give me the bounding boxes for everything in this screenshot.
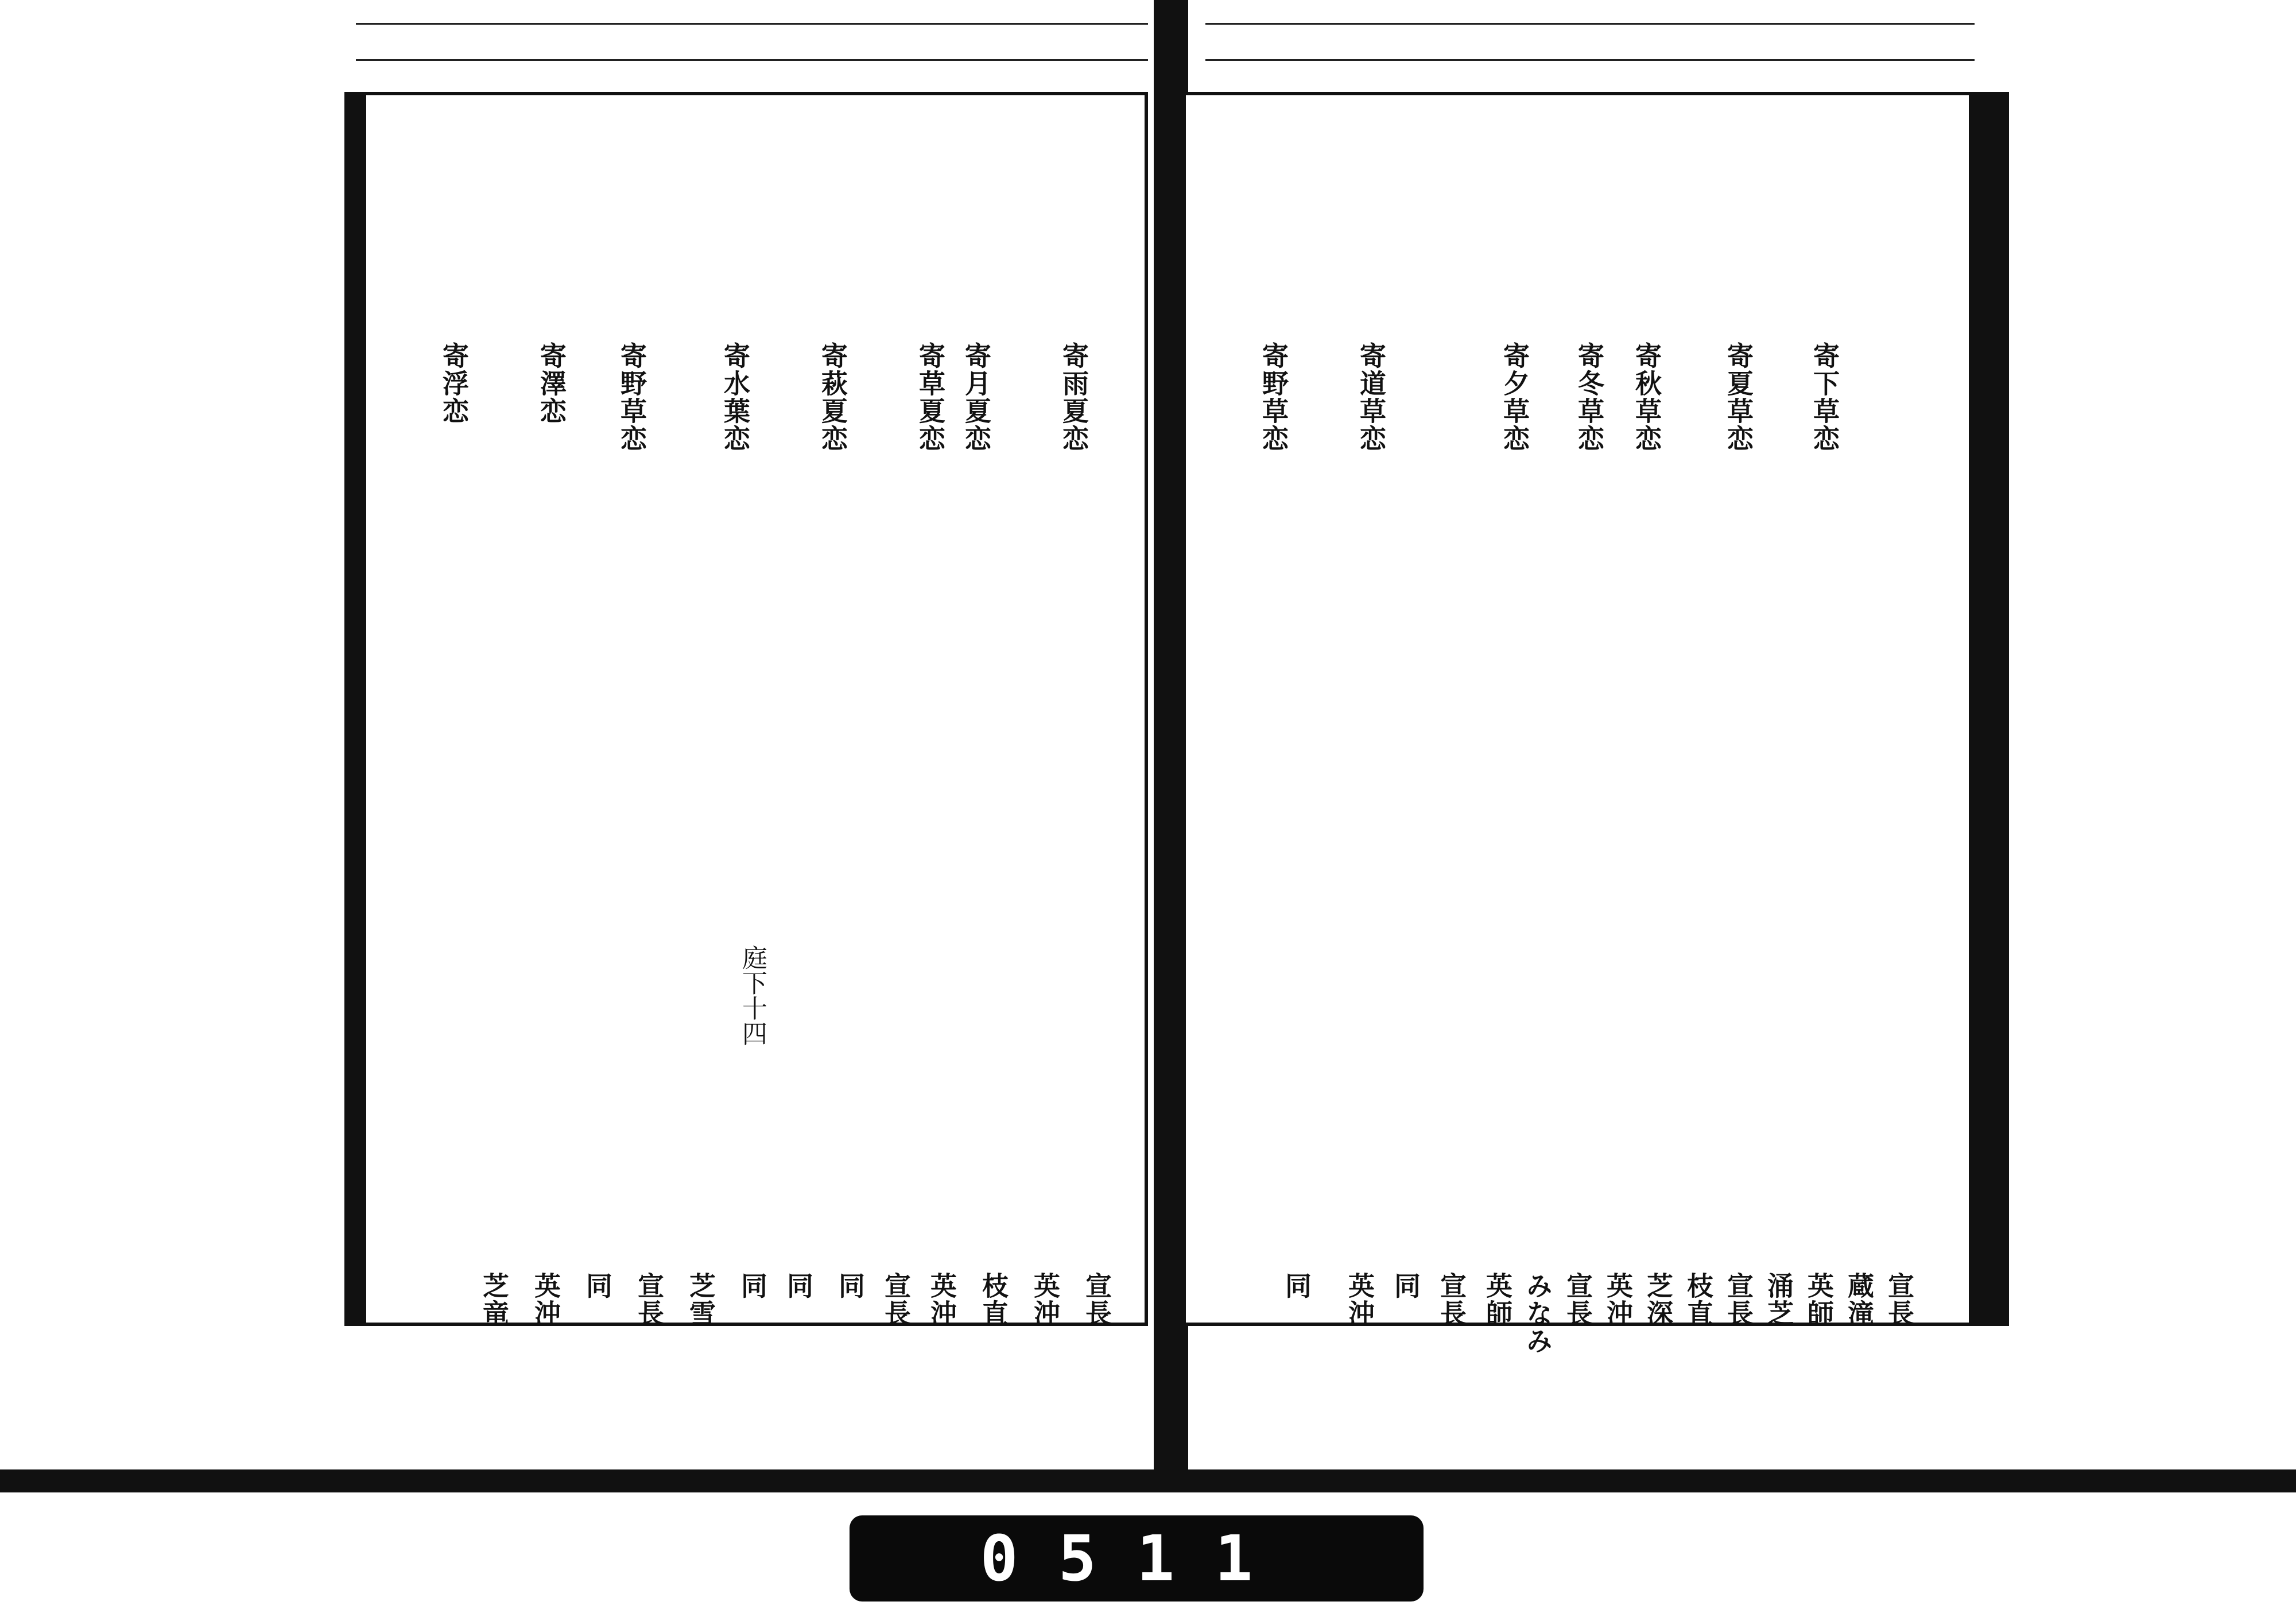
left-title-8: 寄浮恋 xyxy=(439,342,470,425)
right-author-3: 英師 xyxy=(1804,1272,1835,1327)
left-title-1: 寄雨夏恋 xyxy=(1058,342,1089,452)
left-title-5: 寄水葉恋 xyxy=(720,342,751,452)
right-title-7: 寄野草恋 xyxy=(1258,342,1289,452)
right-title-5: 寄夕草恋 xyxy=(1499,342,1530,452)
left-author-13: 芝竜 xyxy=(479,1272,510,1327)
right-author-14: 英沖 xyxy=(1344,1272,1375,1327)
right-author-1: 宣長 xyxy=(1884,1272,1915,1327)
left-page xyxy=(344,92,1148,1326)
left-author-1: 宣長 xyxy=(1081,1272,1112,1327)
left-author-5: 宣長 xyxy=(881,1272,912,1327)
right-title-1: 寄下草恋 xyxy=(1809,342,1840,452)
right-author-6: 枝直 xyxy=(1683,1272,1714,1327)
left-title-3: 寄草夏恋 xyxy=(915,342,946,452)
left-author-2: 英沖 xyxy=(1030,1272,1061,1327)
right-title-6: 寄道草恋 xyxy=(1356,342,1387,452)
left-title-4: 寄萩夏恋 xyxy=(817,342,848,452)
left-page-top-edge xyxy=(356,23,1148,61)
right-author-11: 英師 xyxy=(1482,1272,1513,1327)
left-author-4: 英沖 xyxy=(926,1272,957,1327)
right-title-2: 寄夏草恋 xyxy=(1723,342,1754,452)
right-title-4: 寄冬草恋 xyxy=(1574,342,1605,452)
left-title-6: 寄野草恋 xyxy=(616,342,647,452)
right-page-top-edge xyxy=(1205,23,1975,61)
right-title-3: 寄秋草恋 xyxy=(1631,342,1662,452)
right-author-10: みなみ xyxy=(1522,1272,1553,1355)
left-author-10: 宣長 xyxy=(634,1272,665,1327)
left-title-2: 寄月夏恋 xyxy=(961,342,992,452)
right-author-4: 涌芝 xyxy=(1763,1272,1794,1327)
right-author-15: 同 xyxy=(1281,1272,1312,1300)
right-page xyxy=(1182,92,2009,1355)
right-author-7: 芝深 xyxy=(1643,1272,1674,1327)
left-author-9: 芝雪 xyxy=(685,1272,716,1327)
left-author-11: 同 xyxy=(582,1272,613,1300)
right-author-8: 英沖 xyxy=(1603,1272,1634,1327)
right-author-13: 同 xyxy=(1390,1272,1421,1300)
right-author-5: 宣長 xyxy=(1723,1272,1754,1327)
right-author-9: 宣長 xyxy=(1562,1272,1593,1327)
left-author-7: 同 xyxy=(783,1272,814,1300)
frame-number: 0511 xyxy=(980,1522,1293,1595)
scanner-bottom-bar xyxy=(0,1469,2296,1492)
page-folio: 庭下十四 xyxy=(738,945,767,1046)
right-author-12: 宣長 xyxy=(1436,1272,1467,1327)
frame-number-tag xyxy=(850,1515,1424,1602)
left-author-8: 同 xyxy=(737,1272,768,1300)
right-author-2: 蔵滝 xyxy=(1844,1272,1875,1327)
left-author-3: 枝直 xyxy=(978,1272,1009,1327)
left-title-7: 寄澤恋 xyxy=(536,342,567,425)
left-author-6: 同 xyxy=(835,1272,866,1300)
left-author-12: 英沖 xyxy=(530,1272,561,1327)
